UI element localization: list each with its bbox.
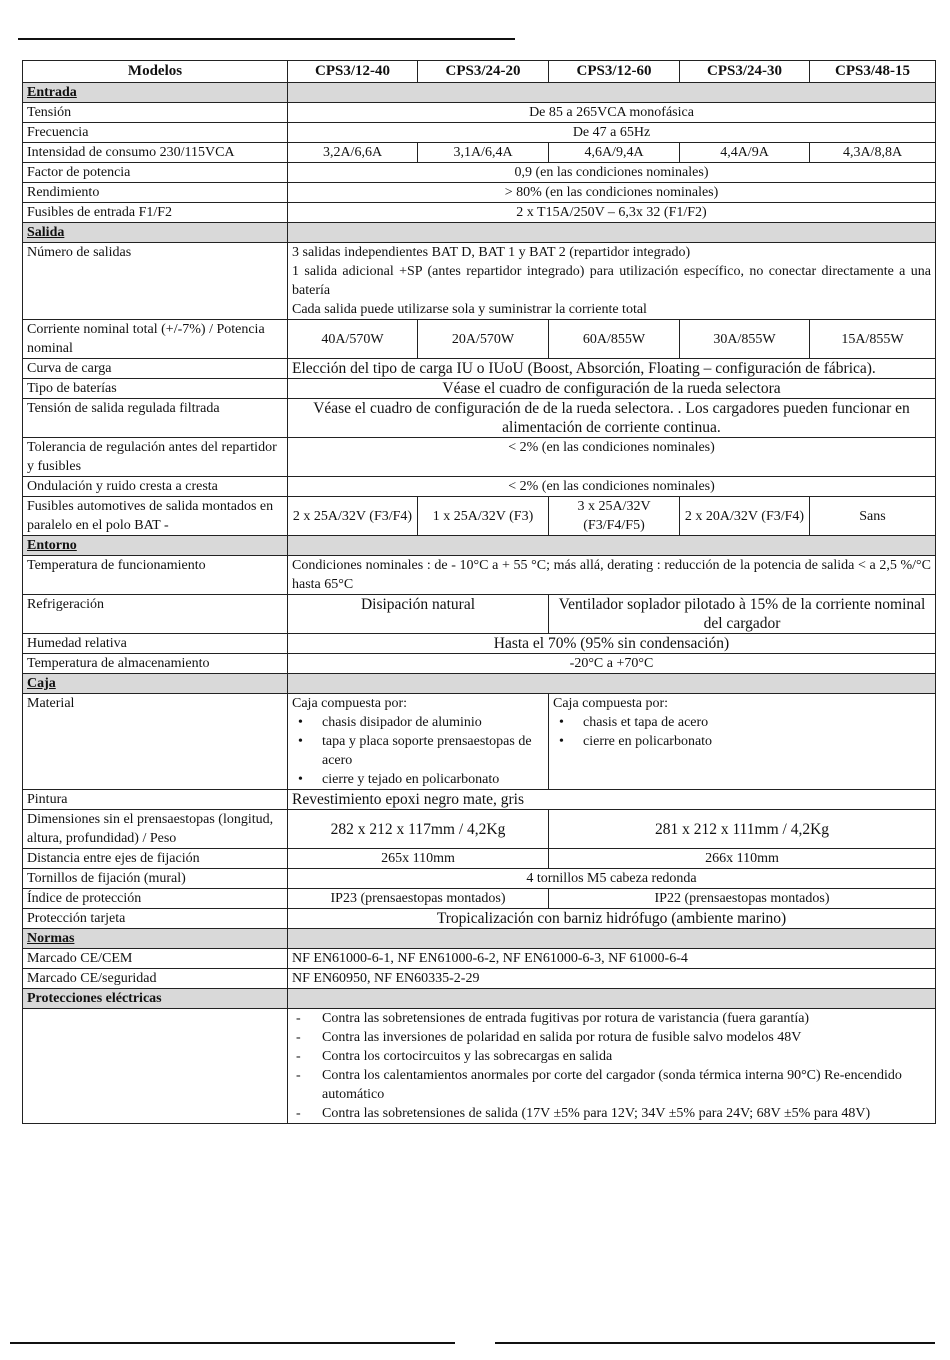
cell-value: 1 x 25A/32V (F3) — [418, 497, 549, 536]
cell-value: 4,6A/9,4A — [549, 143, 680, 163]
material-list — [553, 713, 931, 751]
row-label-empty — [23, 1009, 288, 1124]
row-indice — [23, 889, 936, 909]
header-model-5: CPS3/48-15 — [810, 61, 936, 83]
row-value: De 85 a 265VCA monofásica — [288, 103, 936, 123]
row-label: Fusibles automotives de salida montados en paralelo en el polo BAT - — [23, 497, 288, 536]
list-item: • cierre en policarbonato — [583, 732, 931, 751]
row-marcado-seguridad — [23, 969, 936, 989]
section-title: Entorno — [23, 536, 288, 556]
section-caja — [23, 674, 936, 694]
row-frecuencia — [23, 123, 936, 143]
row-factor — [23, 163, 936, 183]
row-label: Tornillos de fijación (mural) — [23, 869, 288, 889]
row-protecciones — [23, 1009, 936, 1124]
row-label: Temperatura de almacenamiento — [23, 654, 288, 674]
section-salida — [23, 223, 936, 243]
row-tarjeta — [23, 909, 936, 929]
header-row — [23, 61, 936, 83]
row-label: Índice de protección — [23, 889, 288, 909]
row-label: Material — [23, 694, 288, 790]
cell-value: 60A/855W — [549, 320, 680, 359]
list-item: - Contra los cortocircuitos y las sobrecargas en salida — [322, 1047, 931, 1066]
header-model-4: CPS3/24-30 — [680, 61, 810, 83]
row-distancia — [23, 849, 936, 869]
row-humedad — [23, 634, 936, 654]
row-value: Véase el cuadro de configuración de de la rueda selectora. . Los cargadores pueden funcionar en alimentación de corriente continua. — [288, 399, 936, 438]
row-tension-salida — [23, 399, 936, 438]
row-label: Frecuencia — [23, 123, 288, 143]
row-value-left: 282 x 212 x 117mm / 4,2Kg — [288, 810, 549, 849]
header-model-1: CPS3/12-40 — [288, 61, 418, 83]
row-label: Marcado CE/seguridad — [23, 969, 288, 989]
row-value: NF EN60950, NF EN60335-2-29 — [288, 969, 936, 989]
row-value-right: Ventilador soplador pilotado à 15% de la corriente nominal del cargador — [549, 595, 936, 634]
list-item: • cierre y tejado en policarbonato — [322, 770, 544, 789]
row-label: Factor de potencia — [23, 163, 288, 183]
row-label: Dimensiones sin el prensaestopas (longitud, altura, profundidad) / Peso — [23, 810, 288, 849]
section-entorno — [23, 536, 936, 556]
row-label: Tensión — [23, 103, 288, 123]
spec-table — [22, 60, 936, 1124]
row-label: Número de salidas — [23, 243, 288, 320]
header-model-2: CPS3/24-20 — [418, 61, 549, 83]
row-label: Tolerancia de regulación antes del repartidor y fusibles — [23, 438, 288, 477]
row-value: < 2% (en las condiciones nominales) — [288, 477, 936, 497]
row-curva — [23, 359, 936, 379]
row-label: Intensidad de consumo 230/115VCA — [23, 143, 288, 163]
row-label: Fusibles de entrada F1/F2 — [23, 203, 288, 223]
section-title: Normas — [23, 929, 288, 949]
row-label: Humedad relativa — [23, 634, 288, 654]
bottom-rule-left — [10, 1342, 455, 1344]
row-label: Protección tarjeta — [23, 909, 288, 929]
row-value: Véase el cuadro de configuración de la rueda selectora — [288, 379, 936, 399]
cell-value: 4,3A/8,8A — [810, 143, 936, 163]
row-value-left: IP23 (prensaestopas montados) — [288, 889, 549, 909]
cell-value: 3,2A/6,6A — [288, 143, 418, 163]
row-label: Ondulación y ruido cresta a cresta — [23, 477, 288, 497]
row-pintura — [23, 790, 936, 810]
text-line: 3 salidas independientes BAT D, BAT 1 y BAT 2 (repartidor integrado) — [292, 245, 691, 260]
row-value: NF EN61000-6-1, NF EN61000-6-2, NF EN61000-6-3, NF 61000-6-4 — [288, 949, 936, 969]
text-line: Cada salida puede utilizarse sola y suministrar la corriente total — [292, 302, 647, 317]
row-intensidad — [23, 143, 936, 163]
row-tornillos — [23, 869, 936, 889]
section-normas — [23, 929, 936, 949]
row-value: -20°C a +70°C — [288, 654, 936, 674]
list-item: • tapa y placa soporte prensaestopas de acero — [322, 732, 544, 770]
cell-value: 20A/570W — [418, 320, 549, 359]
section-title: Salida — [23, 223, 288, 243]
row-material — [23, 694, 936, 790]
header-model-3: CPS3/12-60 — [549, 61, 680, 83]
cell-value: 30A/855W — [680, 320, 810, 359]
protecciones-list-cell — [288, 1009, 936, 1124]
list-item: • chasis et tapa de acero — [583, 713, 931, 732]
row-label: Distancia entre ejes de fijación — [23, 849, 288, 869]
row-marcado-cem — [23, 949, 936, 969]
row-value-right: 281 x 212 x 111mm / 4,2Kg — [549, 810, 936, 849]
row-value: Hasta el 70% (95% sin condensación) — [288, 634, 936, 654]
row-refrigeracion — [23, 595, 936, 634]
row-label: Rendimiento — [23, 183, 288, 203]
row-temp-almacenamiento — [23, 654, 936, 674]
row-value: < 2% (en las condiciones nominales) — [288, 438, 936, 477]
row-label: Tensión de salida regulada filtrada — [23, 399, 288, 438]
row-value-right: 266x 110mm — [549, 849, 936, 869]
row-corriente — [23, 320, 936, 359]
section-title: Caja — [23, 674, 288, 694]
text-line: 1 salida adicional +SP (antes repartidor integrado) para utilización específico, no conectar directamente a una batería — [292, 264, 931, 298]
row-value: De 47 a 65Hz — [288, 123, 936, 143]
protecciones-list — [292, 1009, 931, 1123]
material-intro: Caja compuesta por: — [553, 696, 669, 711]
row-label: Corriente nominal total (+/-7%) / Potencia nominal — [23, 320, 288, 359]
row-tipo-baterias — [23, 379, 936, 399]
row-label: Curva de carga — [23, 359, 288, 379]
section-protecciones — [23, 989, 936, 1009]
material-left — [288, 694, 549, 790]
cell-value: 3,1A/6,4A — [418, 143, 549, 163]
row-label: Temperatura de funcionamiento — [23, 556, 288, 595]
row-label: Tipo de baterías — [23, 379, 288, 399]
cell-value: Sans — [810, 497, 936, 536]
row-value: Elección del tipo de carga IU o IUoU (Boost, Absorción, Floating – configuración de fábrica). — [288, 359, 936, 379]
section-title: Entrada — [23, 83, 288, 103]
cell-value: 3 x 25A/32V (F3/F4/F5) — [549, 497, 680, 536]
row-value-left: Disipación natural — [288, 595, 549, 634]
cell-value: 2 x 25A/32V (F3/F4) — [288, 497, 418, 536]
cell-value: 4,4A/9A — [680, 143, 810, 163]
row-value: Revestimiento epoxi negro mate, gris — [288, 790, 936, 810]
section-entrada — [23, 83, 936, 103]
row-label: Pintura — [23, 790, 288, 810]
row-fusibles-entrada — [23, 203, 936, 223]
row-value: > 80% (en las condiciones nominales) — [288, 183, 936, 203]
header-models: Modelos — [23, 61, 288, 83]
row-tolerancia — [23, 438, 936, 477]
row-value: 0,9 (en las condiciones nominales) — [288, 163, 936, 183]
bottom-rule-right — [495, 1342, 935, 1344]
list-item: - Contra las inversiones de polaridad en salida por rotura de fusible salvo modelos 48V — [322, 1028, 931, 1047]
cell-value: 40A/570W — [288, 320, 418, 359]
cell-value: 15A/855W — [810, 320, 936, 359]
row-ondulacion — [23, 477, 936, 497]
top-rule — [18, 38, 515, 40]
cell-value: 2 x 20A/32V (F3/F4) — [680, 497, 810, 536]
row-numero-salidas — [23, 243, 936, 320]
material-intro: Caja compuesta por: — [292, 696, 408, 711]
row-value-right: IP22 (prensaestopas montados) — [549, 889, 936, 909]
row-value — [288, 243, 936, 320]
row-rendimiento — [23, 183, 936, 203]
row-dimensiones — [23, 810, 936, 849]
row-value: Condiciones nominales : de - 10°C a + 55 °C; más allá, derating : reducción de la potencia de salida < a 2,5 %/°C hasta 65°C — [288, 556, 936, 595]
row-value: Tropicalización con barniz hidrófugo (ambiente marino) — [288, 909, 936, 929]
list-item: - Contra las sobretensiones de salida (17V ±5% para 12V; 34V ±5% para 24V; 68V ±5% para 48V) — [322, 1104, 931, 1123]
row-fusibles-auto — [23, 497, 936, 536]
material-right — [549, 694, 936, 790]
row-tension — [23, 103, 936, 123]
row-value-left: 265x 110mm — [288, 849, 549, 869]
list-item: • chasis disipador de aluminio — [322, 713, 544, 732]
row-label: Marcado CE/CEM — [23, 949, 288, 969]
row-value: 2 x T15A/250V – 6,3x 32 (F1/F2) — [288, 203, 936, 223]
row-label: Refrigeración — [23, 595, 288, 634]
material-list — [292, 713, 544, 789]
section-title: Protecciones eléctricas — [23, 989, 288, 1009]
row-temp-funcionamiento — [23, 556, 936, 595]
list-item: - Contra los calentamientos anormales por corte del cargador (sonda térmica interna 90°C) Re-encendido automático — [322, 1066, 931, 1104]
list-item: - Contra las sobretensiones de entrada fugitivas por rotura de varistancia (fuera garantía) — [322, 1009, 931, 1028]
row-value: 4 tornillos M5 cabeza redonda — [288, 869, 936, 889]
